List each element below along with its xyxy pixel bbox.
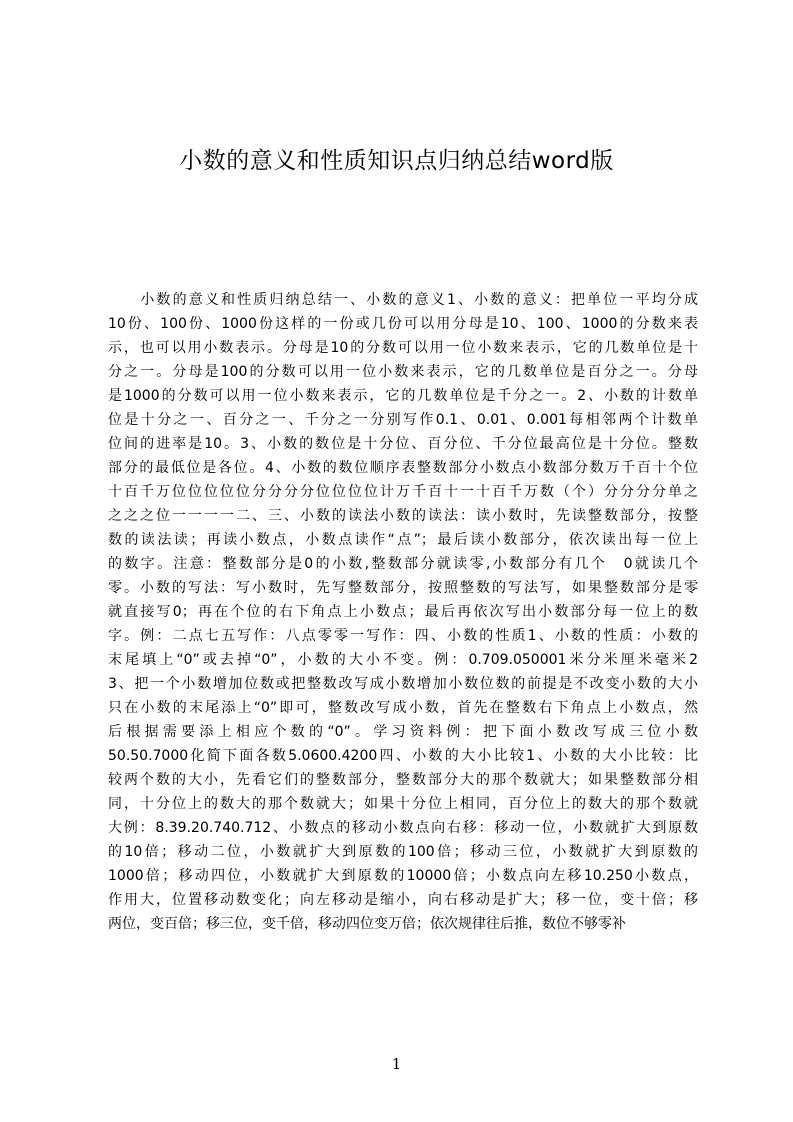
text-line: 两位，变百倍；移三位，变千倍，移动四位变万倍；依次规律往后推，数位不够零补 xyxy=(108,916,626,932)
text-line: 只在小数的末尾添上“0”即可，整数改写成小数，首先在整数右下角点上小数点，然 xyxy=(108,700,698,716)
text-line: 部分的最低位是各位。4、小数的数位顺序表整数部分小数点小数部分数万千百十个位 xyxy=(108,460,698,476)
text-line: 后根据需要添上相应个数的“0”。学习资料例：把下面小数改写成三位小数 xyxy=(108,724,698,740)
text-line: 3、把一个小数增加位数或把整数改写成小数增加小数位数的前提是不改变小数的大小 xyxy=(108,676,698,692)
text-line: 小数的意义和性质归纳总结一、小数的意义1、小数的意义：把单位一平均分成 xyxy=(108,292,698,308)
body-text xyxy=(108,288,698,936)
text-line: 50.50.7000化简下面各数5.0600.4200四、小数的大小比较1、小数的大小比较：比 xyxy=(108,748,698,764)
text-line: 位间的进率是10。3、小数的数位是十分位、百分位、千分位最高位是十分位。整数 xyxy=(108,436,698,452)
text-line: 零。小数的写法：写小数时，先写整数部分，按照整数的写法写，如果整数部分是零 xyxy=(108,580,698,596)
text-line: 分之一。分母是100的分数可以用一位小数来表示，它的几数单位是百分之一。分母 xyxy=(108,364,698,380)
text-line: 十百千万位位位位位分分分分位位位位计万千百十一十百千万数（个）分分分分单之 xyxy=(108,484,698,500)
text-line: 是1000的分数可以用一位小数来表示，它的几数单位是千分之一。2、小数的计数单 xyxy=(108,388,698,404)
text-line: 数的读法读；再读小数点，小数点读作“点”；最后读小数部分，依次读出每一位上 xyxy=(108,532,698,548)
document-title: 小数的意义和性质知识点归纳总结word版 xyxy=(179,148,614,174)
text-line: 的数字。注意：整数部分是0的小数,整数部分就读零,小数部分有几个 0就读几个 xyxy=(108,556,698,572)
text-line: 就直接写0；再在个位的右下角点上小数点；最后再依次写出小数部分每一位上的数 xyxy=(108,604,698,620)
text-line: 的10倍；移动二位，小数就扩大到原数的100倍；移动三位，小数就扩大到原数的 xyxy=(108,844,698,860)
text-line: 10份、100份、1000份这样的一份或几份可以用分母是10、100、1000的分数来表 xyxy=(108,316,698,332)
text-line: 示，也可以用小数表示。分母是10的分数可以用一位小数来表示，它的几数单位是十 xyxy=(108,340,698,356)
text-line: 1000倍；移动四位，小数就扩大到原数的10000倍；小数点向左移10.250小数点， xyxy=(108,868,698,884)
page-number: 1 xyxy=(391,1055,402,1073)
text-line: 位是十分之一、百分之一、千分之一分别写作0.1、0.01、0.001每相邻两个计数单 xyxy=(108,412,698,428)
text-line: 大例：8.39.20.740.712、小数点的移动小数点向右移：移动一位，小数就扩大到原数 xyxy=(108,820,698,836)
text-line: 之之之位一一一一二、三、小数的读法小数的读法：读小数时，先读整数部分，按整 xyxy=(108,508,698,524)
text-line: 作用大，位置移动数变化；向左移动是缩小，向右移动是扩大；移一位，变十倍；移 xyxy=(108,892,698,908)
text-line: 末尾填上“0”或去掉“0”，小数的大小不变。例：0.709.050001米分米厘米毫米2 xyxy=(108,652,698,668)
text-line: 字。例：二点七五写作：八点零零一写作：四、小数的性质1、小数的性质：小数的 xyxy=(108,628,698,644)
text-line: 同，十分位上的数大的那个数就大；如果十分位上相同，百分位上的数大的那个数就 xyxy=(108,796,698,812)
text-line: 较两个数的大小，先看它们的整数部分，整数部分大的那个数就大；如果整数部分相 xyxy=(108,772,698,788)
